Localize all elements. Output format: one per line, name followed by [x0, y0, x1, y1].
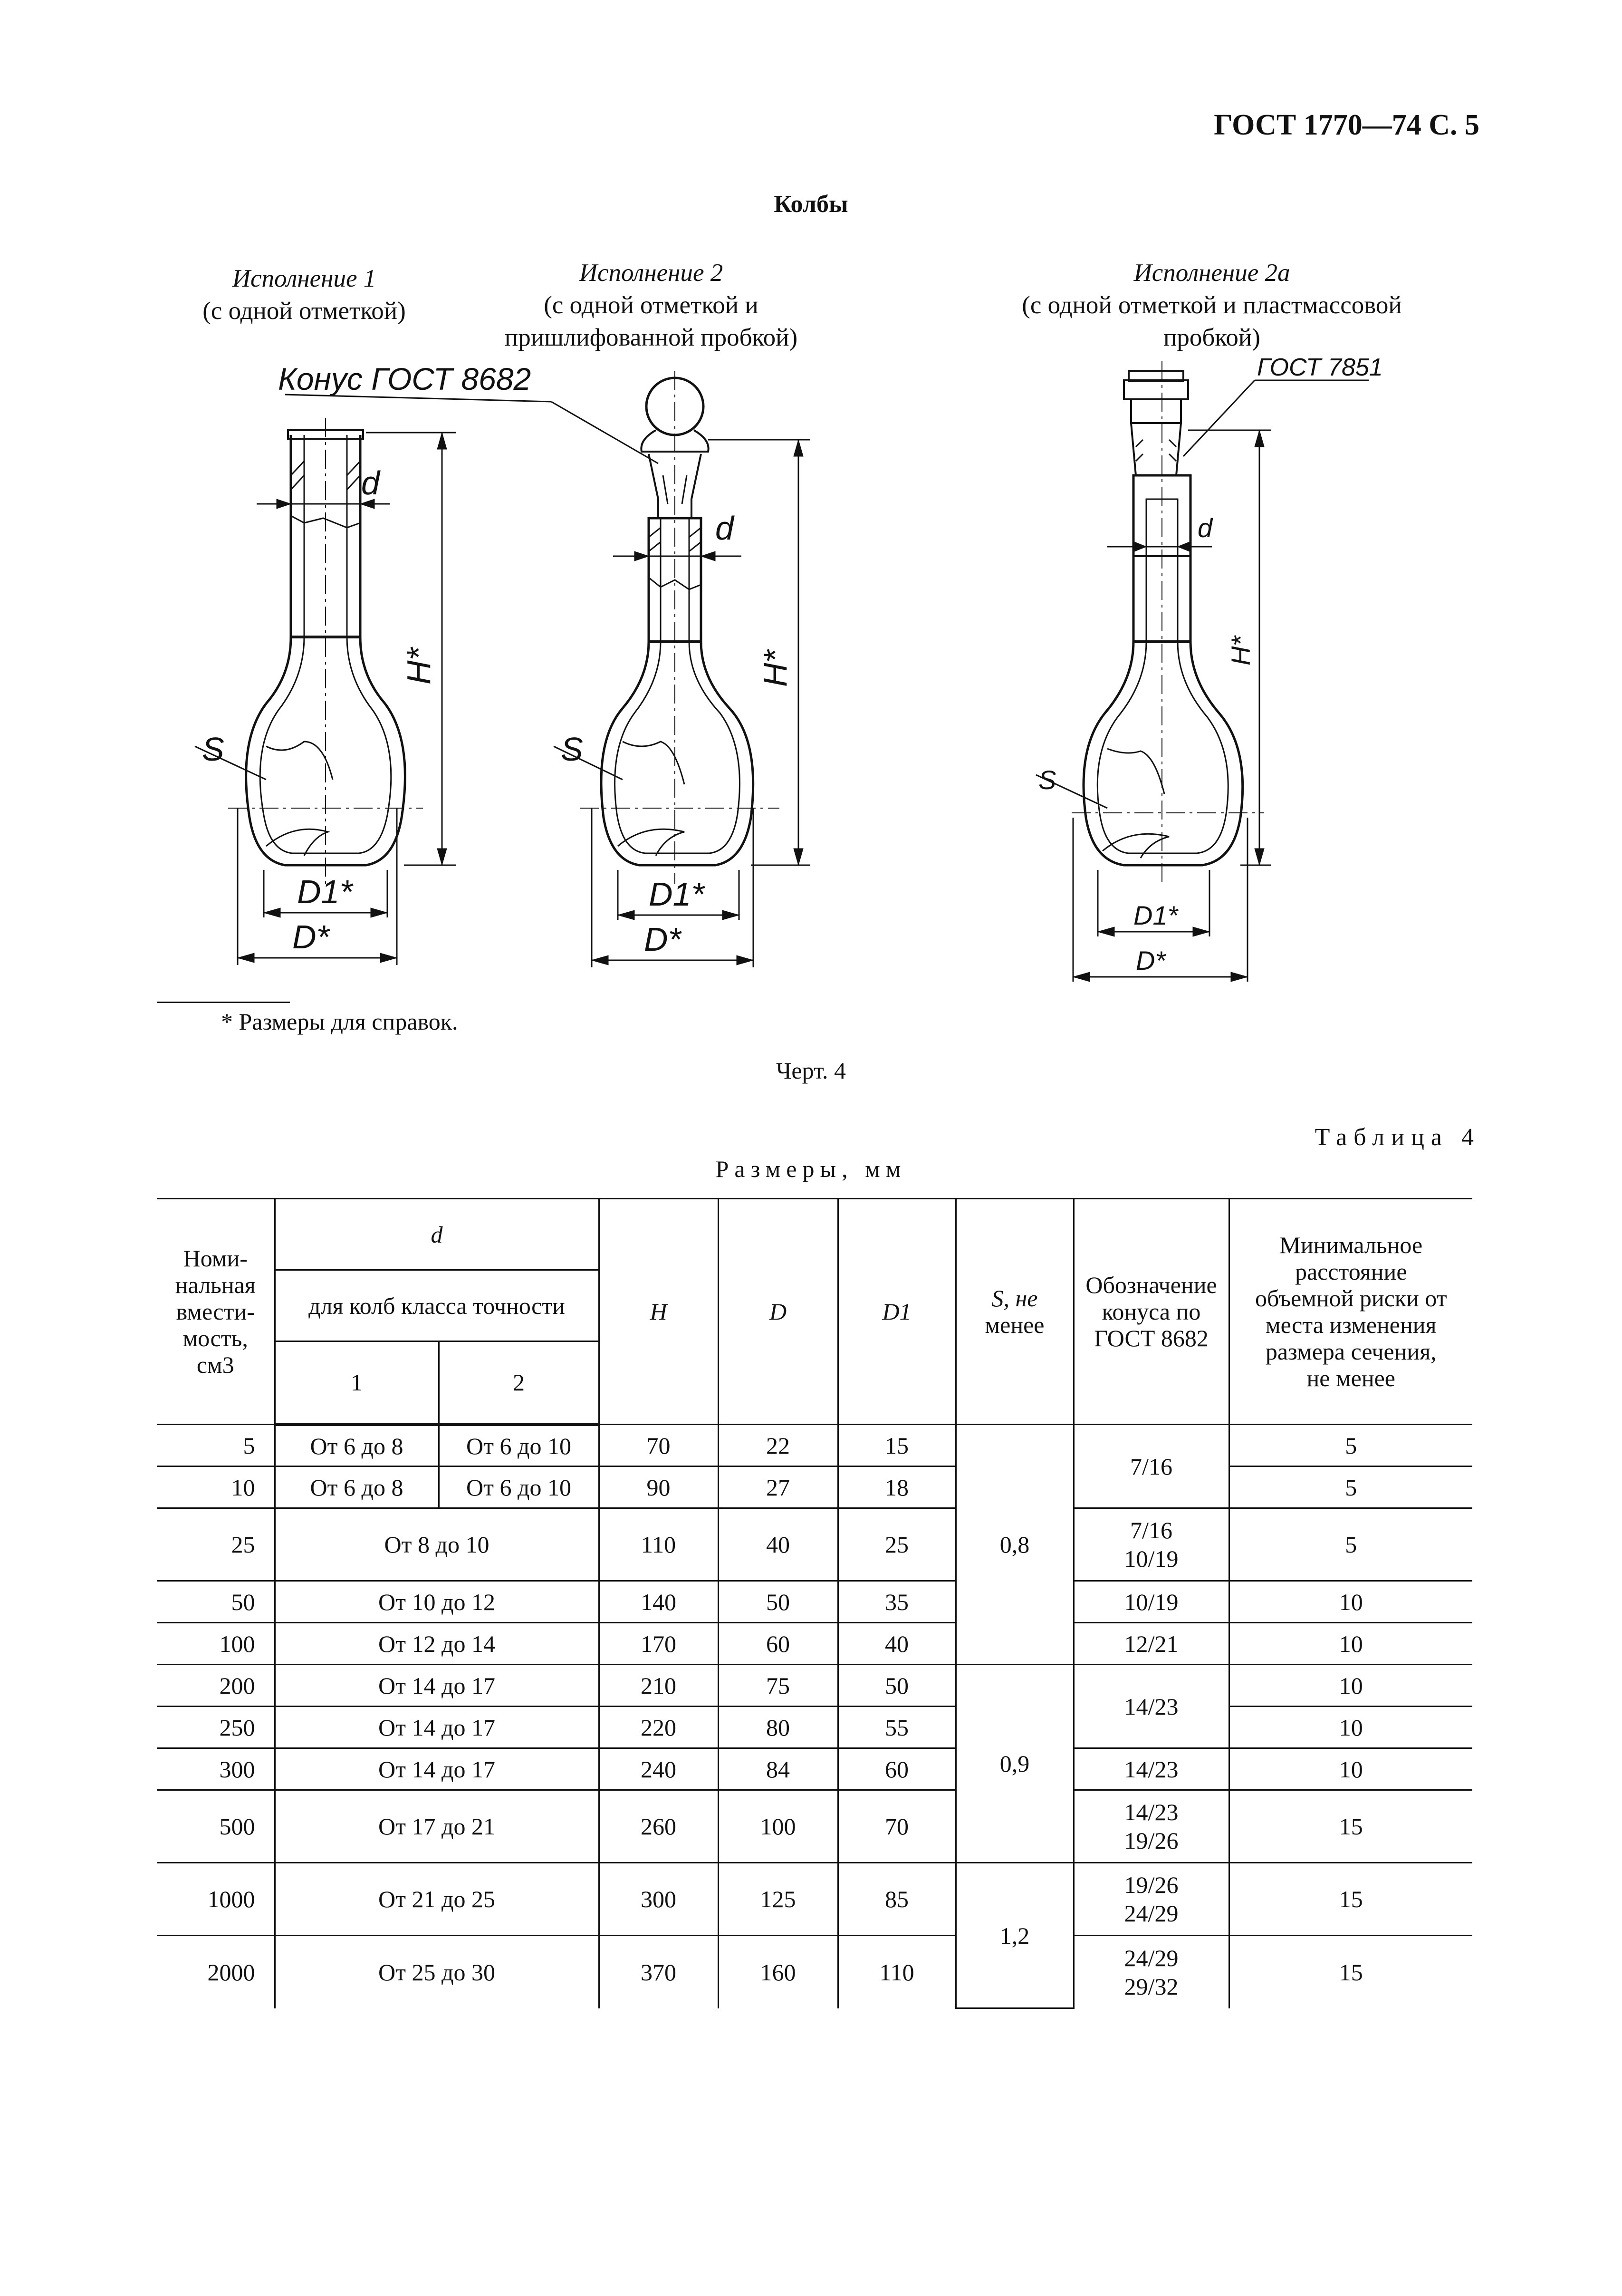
s-group-3: 1,2 — [956, 1863, 1074, 2008]
header-S: S, не менее — [956, 1199, 1074, 1425]
header-d: d — [275, 1199, 599, 1270]
gost-7851-label: ГОСТ 7851 — [1257, 354, 1383, 381]
s-group-1: 0,8 — [956, 1425, 1074, 1665]
dimensions-table — [157, 1198, 1472, 2009]
figure-title: Колбы — [774, 191, 848, 218]
variant-2a-desc-line1: (с одной отметкой и пластмассовой — [1022, 291, 1402, 319]
flask-1-H-label: H* — [400, 647, 437, 685]
flask-2-outline — [601, 518, 753, 865]
flask-1-d-label: d — [361, 464, 380, 502]
cone-gost-label: Конус ГОСТ 8682 — [278, 361, 531, 396]
table-row: 1000 От 21 до 25 300 125 85 1,2 19/26 24/29 15 — [157, 1863, 1472, 1936]
header-d-sub: для колб класса точности — [275, 1270, 599, 1341]
document-reference: ГОСТ 1770—74 С. 5 — [1214, 109, 1479, 141]
flask-2a-d-label: d — [1198, 513, 1213, 543]
table-row: 5 От 6 до 8 От 6 до 10 70 22 15 0,8 7/16 5 — [157, 1425, 1472, 1466]
header-class-2: 2 — [439, 1341, 599, 1425]
flask-2-H-label: H* — [757, 650, 794, 687]
table-units: Размеры, мм — [715, 1156, 907, 1182]
flask-1-S-label: S — [202, 731, 224, 768]
flask-2a-D-label: D* — [1136, 945, 1166, 975]
header-H: H — [599, 1199, 718, 1425]
flask-2-drawing — [278, 361, 810, 967]
flask-drawings — [0, 0, 1622, 1008]
footnote: * Размеры для справок. — [221, 1008, 458, 1035]
variant-2-desc-line2: пришлифованной пробкой) — [504, 324, 798, 351]
flask-1-D-label: D* — [292, 918, 329, 955]
header-D: D — [718, 1199, 838, 1425]
cone-merged-5-10: 7/16 — [1074, 1425, 1229, 1508]
flask-2-S-label: S — [561, 731, 583, 768]
variant-2a-name: Исполнение 2а — [1133, 259, 1290, 287]
flask-2-D1-label: D1* — [649, 876, 704, 913]
flask-2-d-label: d — [715, 510, 734, 547]
footnote-rule — [157, 1002, 290, 1003]
table-row: 300 От 14 до 17 240 84 60 14/23 10 — [157, 1748, 1472, 1790]
flask-2-D-label: D* — [644, 921, 681, 958]
flask-2a-D1-label: D1* — [1133, 900, 1178, 930]
flask-2a-outline — [1084, 475, 1243, 865]
table-row: 10 От 6 до 8 От 6 до 10 90 27 18 5 — [157, 1466, 1472, 1508]
header-capacity: Номи- нальная вмести- мость, см3 — [157, 1199, 275, 1425]
header-class-1: 1 — [275, 1341, 439, 1425]
table-row: 2000 От 25 до 30 370 160 110 24/29 29/32 15 — [157, 1936, 1472, 2008]
header-min-distance: Минимальное расстояние объемной риски от места изменения размера сечения, не менее — [1229, 1199, 1472, 1425]
variant-1-name: Исполнение 1 — [232, 265, 376, 292]
cone-merged-200-250: 14/23 — [1074, 1665, 1229, 1748]
table-row: 200 От 14 до 17 210 75 50 0,9 14/23 10 — [157, 1665, 1472, 1707]
table-name: Таблица 4 — [1315, 1124, 1480, 1151]
figure-caption: Черт. 4 — [776, 1057, 846, 1084]
header-cone: Обозначение конуса по ГОСТ 8682 — [1074, 1199, 1229, 1425]
table-row: 100 От 12 до 14 170 60 40 12/21 10 — [157, 1623, 1472, 1665]
table-row: 500 От 17 до 21 260 100 70 14/23 19/26 15 — [157, 1790, 1472, 1863]
table-row: 25 От 8 до 10 110 40 25 7/16 10/19 5 — [157, 1508, 1472, 1581]
variant-2-desc-line1: (с одной отметкой и — [544, 291, 758, 319]
flask-2a-H-label: H* — [1226, 636, 1256, 666]
table-row: 250 От 14 до 17 220 80 55 10 — [157, 1707, 1472, 1748]
flask-2a-drawing — [1036, 354, 1383, 982]
variant-2-name: Исполнение 2 — [579, 259, 723, 287]
header-D1: D1 — [838, 1199, 956, 1425]
variant-1-desc: (с одной отметкой) — [202, 297, 406, 325]
flask-2a-S-label: S — [1038, 765, 1056, 795]
flask-1-drawing — [195, 418, 456, 965]
table-row: 50 От 10 до 12 140 50 35 10/19 10 — [157, 1581, 1472, 1623]
flask-1-D1-label: D1* — [297, 873, 353, 910]
variant-2a-desc-line2: пробкой) — [1163, 324, 1260, 351]
s-group-2: 0,9 — [956, 1665, 1074, 1863]
